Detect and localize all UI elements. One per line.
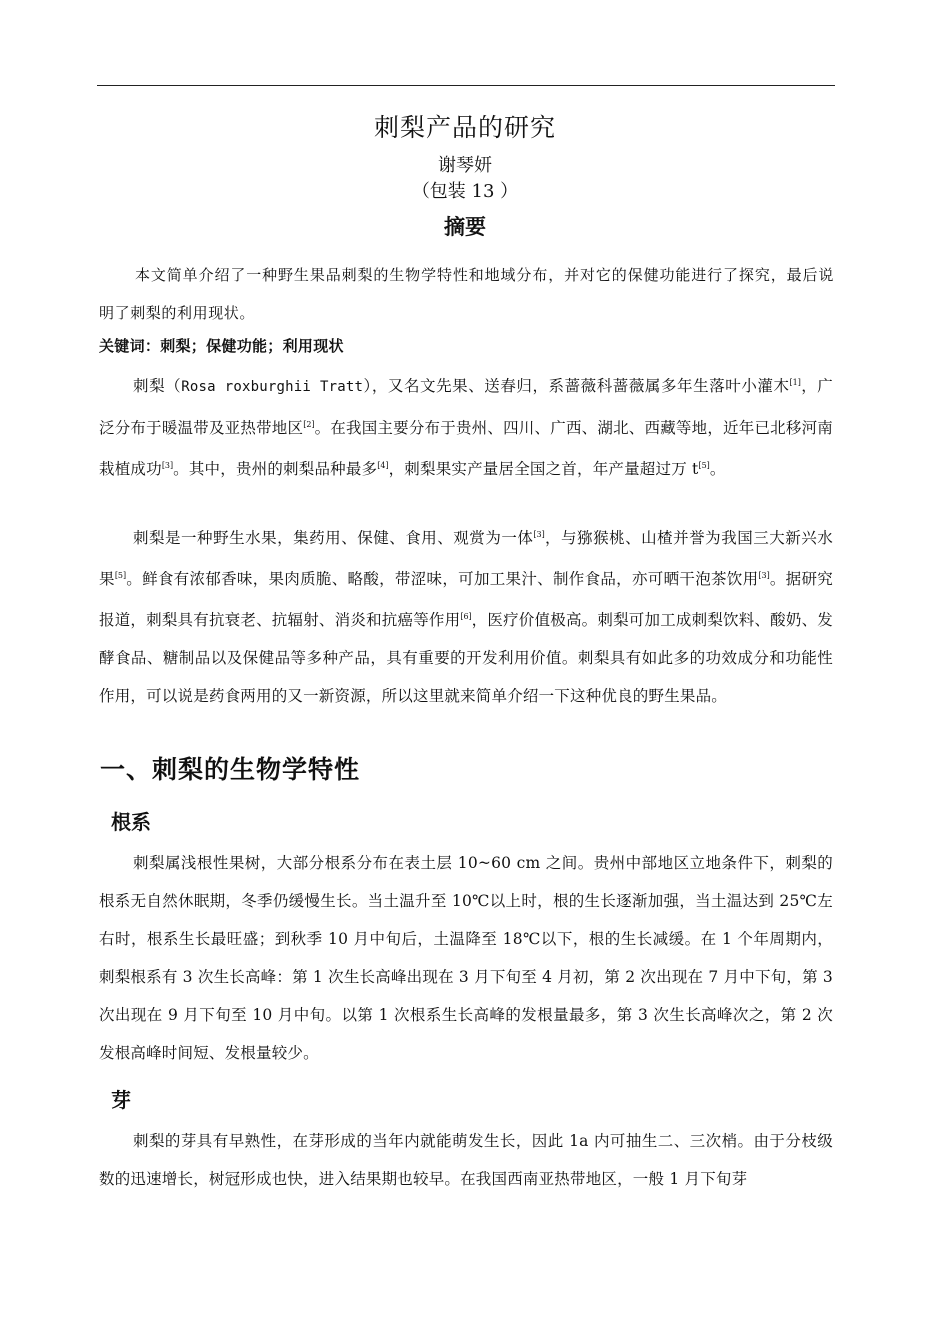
keywords: 关键词：刺梨；保健功能；利用现状 xyxy=(99,337,344,355)
subsection-heading-roots: 根系 xyxy=(111,810,151,834)
author-name: 谢琴妍 xyxy=(438,155,492,176)
intro-paragraph-1: 刺梨（Rosa roxburghii Tratt），又名文先果、送春归，系蔷薇科蔷薇属多年生落叶小灌木[1]，广泛分布于暖温带及亚热带地区[2]。在我国主要分布于贵州、四川、广西、湖北、西藏等地，近年已北移河南栽植成功[3]。其中，贵州的刺梨品种最多[4]，刺梨果实产量居全国之首，年产量超过万 t[5]。 xyxy=(99,377,834,478)
intro-paragraph-2: 刺梨是一种野生水果，集药用、保健、食用、观赏为一体[3]，与猕猴桃、山楂并誉为我国三大新兴水果[5]。鲜食有浓郁香味，果肉质脆、略酸，带涩味，可加工果汁、制作食品，亦可晒干泡茶饮用[3]。据研究报道，刺梨具有抗衰老、抗辐射、消炎和抗癌等作用[6]，医疗价值极高。刺梨可加工成刺梨饮料、酸奶、发酵食品、糖制品以及保健品等多种产品，具有重要的开发利用价值。刺梨具有如此多的功效成分和功能性作用，可以说是药食两用的又一新资源，所以这里就来简单介绍一下这种优良的野生果品。 xyxy=(99,529,833,705)
citation-ref: [5] xyxy=(698,461,710,470)
buds-paragraph: 刺梨的芽具有早熟性，在芽形成的当年内就能萌发生长，因此 1a 内可抽生二、三次梢。由于分枝级数的迅速增长，树冠形成也快，进入结果期也较早。在我国西南亚热带地区，一般 1 月下旬芽 xyxy=(99,1132,833,1188)
citation-ref: [3] xyxy=(161,461,174,470)
roots-paragraph: 刺梨属浅根性果树，大部分根系分布在表土层 10~60 cm 之间。贵州中部地区立地条件下，刺梨的根系无自然休眠期，冬季仍缓慢生长。当土温升至 10℃以上时，根的生长逐渐加强，当土温达到 25℃左右时，根系生长最旺盛；到秋季 10 月中旬后，土温降至 18℃以下，根的生长减缓。在 1 个年周期内，刺梨根系有 3 次生长高峰：第 1 次生长高峰出现在 3 月下旬至 4 月初，第 2 次出现在 7 月中下旬，第 3 次出现在 9 月下旬至 10 月中旬。以第 1 次根系生长高峰的发根量最多，第 3 次生长高峰次之，第 2 次发根高峰时间短、发根量较少。 xyxy=(99,854,833,1062)
abstract-heading: 摘要 xyxy=(444,215,486,239)
latin-name: Rosa roxburghii Tratt xyxy=(181,379,364,395)
header-rule xyxy=(97,85,835,86)
subsection-heading-buds: 芽 xyxy=(111,1088,131,1112)
paper-title: 刺梨产品的研究 xyxy=(373,113,556,142)
citation-ref: [1] xyxy=(789,378,801,387)
citation-ref: [2] xyxy=(303,420,315,429)
citation-ref: [5] xyxy=(114,571,127,580)
section-heading: 一、刺梨的生物学特性 xyxy=(100,755,361,784)
author-affiliation: （包装 13 ） xyxy=(411,181,519,202)
citation-ref: [3] xyxy=(533,530,545,539)
citation-ref: [3] xyxy=(758,571,770,580)
citation-ref: [6] xyxy=(460,612,472,621)
abstract-text: 本文简单介绍了一种野生果品刺梨的生物学特性和地域分布，并对它的保健功能进行了探究，最后说明了刺梨的利用现状。 xyxy=(99,266,834,322)
citation-ref: [4] xyxy=(377,461,389,470)
